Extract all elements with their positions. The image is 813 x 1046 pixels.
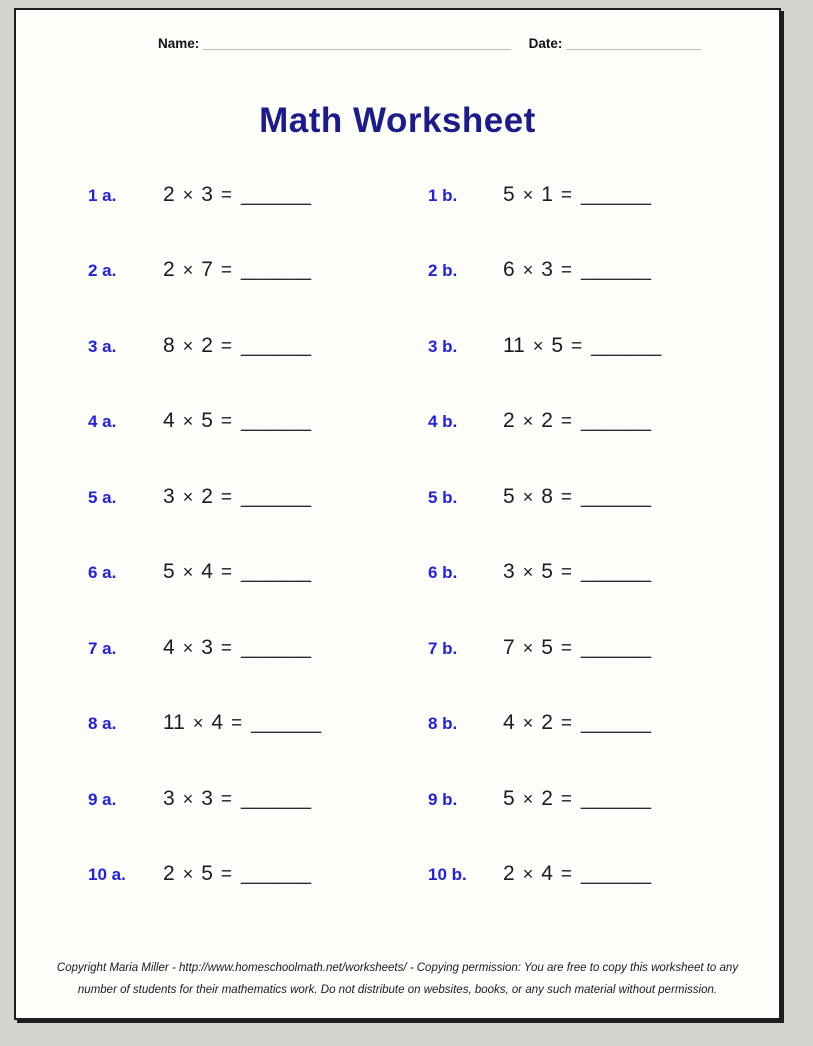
times-sign: × [522, 637, 534, 658]
problem-number-label: 3 a. [88, 336, 117, 356]
factor-2: 4 [541, 862, 553, 886]
equals-sign: = [220, 335, 232, 357]
answer-blank: ______ [591, 333, 662, 357]
answer-blank: ______ [241, 484, 312, 508]
equals-sign: = [560, 788, 572, 810]
problem-2a [88, 258, 428, 282]
date-label: Date: [528, 36, 563, 51]
problem-1a [88, 183, 428, 207]
factor-1: 5 [163, 560, 175, 584]
problem-4b [428, 409, 779, 433]
factor-1: 3 [163, 484, 175, 508]
equation [163, 560, 311, 584]
factor-1: 3 [163, 786, 175, 810]
problem-row [16, 610, 779, 686]
answer-blank: ______ [581, 182, 652, 206]
problem-6b [428, 560, 779, 584]
factor-1: 6 [503, 258, 515, 282]
factor-1: 4 [163, 409, 175, 433]
times-sign: × [182, 335, 194, 356]
problem-4a [88, 409, 428, 433]
date-blank-line: __________________ [566, 36, 702, 51]
problem-row [16, 233, 779, 309]
times-sign: × [522, 788, 534, 809]
times-sign: × [182, 486, 194, 507]
problem-number-label: 1 a. [88, 185, 117, 205]
equation [503, 862, 651, 886]
problem-number-label: 7 b. [428, 638, 458, 658]
factor-1: 11 [503, 333, 525, 357]
equals-sign: = [560, 637, 572, 659]
equation [163, 183, 311, 207]
equals-sign: = [220, 184, 232, 206]
problem-9b [428, 787, 779, 811]
equals-sign: = [231, 713, 243, 735]
times-sign: × [522, 864, 534, 885]
equals-sign: = [560, 864, 572, 886]
footer-line-2: number of students for their mathematics work. Do not distribute on websites, books, or any such material without permission. [77, 984, 718, 997]
equals-sign: = [560, 260, 572, 282]
equation [503, 636, 651, 660]
problem-number-label: 8 a. [88, 714, 117, 734]
equals-sign: = [560, 411, 572, 433]
problem-row [16, 384, 779, 460]
footer-copyright [16, 958, 779, 1018]
problem-2b [428, 258, 779, 282]
equals-sign: = [220, 260, 232, 282]
factor-1: 2 [163, 862, 175, 886]
equation [503, 183, 651, 207]
problem-row [16, 837, 779, 913]
answer-blank: ______ [241, 635, 312, 659]
equation [503, 787, 651, 811]
factor-1: 2 [503, 409, 515, 433]
equals-sign: = [571, 335, 583, 357]
answer-blank: ______ [581, 711, 652, 735]
times-sign: × [522, 562, 534, 583]
factor-2: 1 [541, 182, 553, 206]
problem-row [16, 459, 779, 535]
equation [503, 485, 651, 509]
equation [163, 636, 311, 660]
equals-sign: = [560, 486, 572, 508]
problem-5a [88, 485, 428, 509]
answer-blank: ______ [581, 862, 652, 886]
factor-2: 5 [551, 333, 564, 357]
factor-2: 8 [541, 484, 553, 508]
factor-1: 2 [163, 182, 175, 206]
answer-blank: ______ [241, 409, 312, 433]
problem-8b [428, 711, 779, 735]
times-sign: × [182, 260, 194, 281]
factor-2: 5 [201, 862, 213, 886]
times-sign: × [522, 184, 534, 205]
equation [163, 334, 311, 358]
equals-sign: = [220, 486, 232, 508]
problem-number-label: 10 b. [428, 865, 467, 885]
factor-1: 5 [503, 786, 515, 810]
answer-blank: ______ [251, 711, 322, 735]
equals-sign: = [220, 411, 232, 433]
equation [503, 258, 651, 282]
name-blank-line: _________________________________________ [203, 36, 511, 51]
equation [163, 409, 311, 433]
factor-2: 2 [541, 409, 553, 433]
problem-6a [88, 560, 428, 584]
problem-7a [88, 636, 428, 660]
factor-1: 3 [503, 560, 515, 584]
answer-blank: ______ [581, 635, 652, 659]
problem-number-label: 4 a. [88, 412, 117, 432]
equation [163, 862, 311, 886]
times-sign: × [182, 562, 194, 583]
equation [503, 560, 651, 584]
times-sign: × [522, 411, 534, 432]
equation [503, 409, 651, 433]
factor-2: 4 [201, 560, 213, 584]
answer-blank: ______ [241, 333, 312, 357]
problem-3b [428, 334, 779, 358]
factor-1: 2 [163, 258, 175, 282]
equation [163, 787, 311, 811]
problem-number-label: 2 b. [428, 261, 458, 281]
equals-sign: = [560, 562, 572, 584]
factor-2: 7 [201, 258, 213, 282]
factor-2: 5 [541, 635, 553, 659]
problem-5b [428, 485, 779, 509]
equals-sign: = [220, 864, 232, 886]
factor-1: 7 [503, 635, 515, 659]
factor-2: 3 [201, 635, 213, 659]
name-label: Name: [158, 36, 200, 51]
problem-number-label: 10 a. [88, 865, 126, 885]
factor-2: 2 [201, 484, 213, 508]
equation [503, 711, 651, 735]
problem-7b [428, 636, 779, 660]
problem-number-label: 5 b. [428, 487, 458, 507]
times-sign: × [182, 637, 194, 658]
problem-number-label: 8 b. [428, 714, 458, 734]
answer-blank: ______ [581, 258, 652, 282]
factor-2: 3 [201, 182, 213, 206]
factor-1: 8 [163, 333, 175, 357]
problem-number-label: 5 a. [88, 487, 117, 507]
factor-2: 3 [201, 786, 213, 810]
problem-number-label: 9 a. [88, 789, 117, 809]
problem-8a [88, 711, 428, 735]
problem-1b [428, 183, 779, 207]
factor-1: 4 [503, 711, 515, 735]
factor-2: 3 [541, 258, 553, 282]
problem-number-label: 6 b. [428, 563, 458, 583]
problem-9a [88, 787, 428, 811]
factor-2: 2 [541, 711, 553, 735]
problem-number-label: 6 a. [88, 563, 117, 583]
worksheet-page [14, 8, 781, 1020]
answer-blank: ______ [581, 409, 652, 433]
answer-blank: ______ [241, 182, 312, 206]
equation [163, 258, 311, 282]
equals-sign: = [220, 637, 232, 659]
footer-line-1: Copyright Maria Miller - http://www.homeschoolmath.net/worksheets/ - Copying permission: You are free to copy this worksheet to any [56, 962, 739, 975]
problem-10a [88, 862, 428, 886]
answer-blank: ______ [581, 786, 652, 810]
factor-2: 4 [211, 711, 224, 735]
problem-number-label: 2 a. [88, 261, 117, 281]
times-sign: × [532, 335, 544, 356]
answer-blank: ______ [241, 258, 312, 282]
times-sign: × [182, 411, 194, 432]
times-sign: × [522, 713, 534, 734]
factor-1: 5 [503, 182, 515, 206]
problems-grid [16, 157, 779, 912]
answer-blank: ______ [241, 862, 312, 886]
problem-row [16, 686, 779, 762]
problem-number-label: 9 b. [428, 789, 458, 809]
equals-sign: = [220, 562, 232, 584]
problem-row [16, 308, 779, 384]
factor-2: 2 [541, 786, 553, 810]
header [158, 36, 779, 51]
answer-blank: ______ [581, 560, 652, 584]
equals-sign: = [220, 788, 232, 810]
answer-blank: ______ [241, 786, 312, 810]
problem-number-label: 7 a. [88, 638, 117, 658]
factor-1: 4 [163, 635, 175, 659]
times-sign: × [182, 864, 194, 885]
factor-1: 5 [503, 484, 515, 508]
equals-sign: = [560, 184, 572, 206]
problem-3a [88, 334, 428, 358]
equation [163, 485, 311, 509]
answer-blank: ______ [241, 560, 312, 584]
times-sign: × [182, 184, 194, 205]
factor-1: 2 [503, 862, 515, 886]
times-sign: × [522, 486, 534, 507]
equation [503, 334, 661, 358]
problem-row [16, 761, 779, 837]
problem-number-label: 1 b. [428, 185, 458, 205]
factor-2: 2 [201, 333, 213, 357]
equation [163, 711, 321, 735]
times-sign: × [522, 260, 534, 281]
equals-sign: = [560, 713, 572, 735]
problem-row [16, 535, 779, 611]
page-title: Math Worksheet [259, 101, 536, 140]
times-sign: × [192, 713, 204, 734]
problem-number-label: 3 b. [428, 336, 458, 356]
answer-blank: ______ [581, 484, 652, 508]
times-sign: × [182, 788, 194, 809]
factor-1: 11 [163, 711, 185, 735]
factor-2: 5 [201, 409, 213, 433]
problem-row [16, 157, 779, 233]
problem-number-label: 4 b. [428, 412, 458, 432]
factor-2: 5 [541, 560, 553, 584]
problem-10b [428, 862, 779, 886]
